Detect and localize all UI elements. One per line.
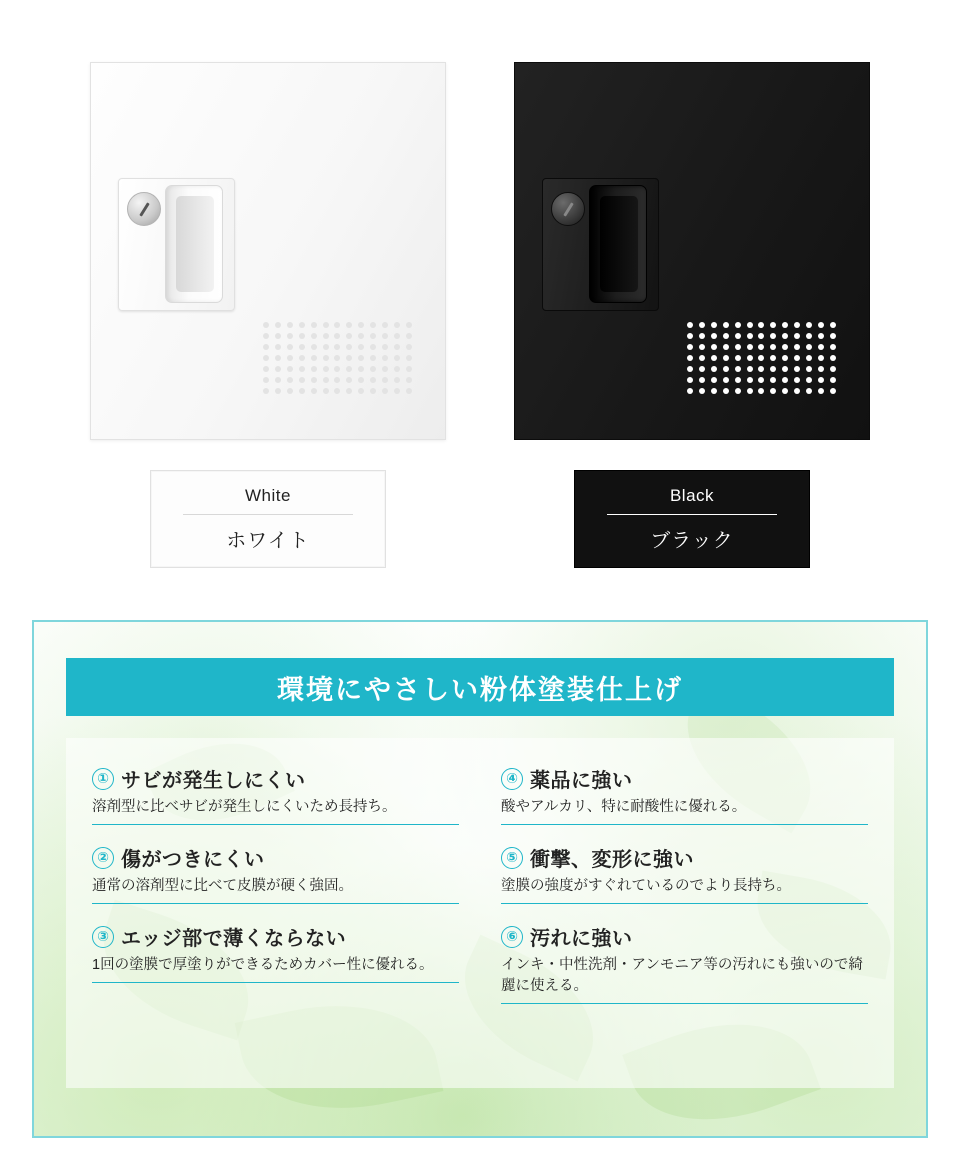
product-image-white-locker	[90, 62, 446, 440]
feature-title: サビが発生しにくい	[121, 770, 306, 792]
feature-description: 1回の塗膜で厚塗りができるためカバー性に優れる。	[92, 955, 459, 983]
key-lock-icon	[551, 192, 585, 226]
feature-heading	[501, 843, 868, 872]
feature-heading	[92, 843, 459, 872]
color-variant-black	[514, 62, 870, 568]
feature-title: 傷がつきにくい	[121, 849, 265, 872]
color-variants-section	[0, 0, 960, 568]
feature-number-badge: ③	[92, 926, 114, 948]
feature-heading	[92, 764, 459, 793]
feature-item	[92, 764, 459, 825]
locker-handle-black	[542, 178, 659, 311]
color-label-white	[150, 470, 386, 568]
feature-item	[501, 922, 868, 1004]
handle-grip	[589, 185, 647, 303]
product-image-black-locker	[514, 62, 870, 440]
color-label-ja: ブラック	[650, 529, 734, 552]
feature-number-badge: ⑤	[501, 847, 523, 869]
feature-heading	[92, 922, 459, 951]
feature-title: エッジ部で薄くならない	[121, 928, 347, 951]
color-label-en: Black	[669, 485, 715, 505]
ventilation-holes-white	[260, 319, 415, 397]
handle-grip-inner	[600, 196, 638, 292]
feature-item	[501, 764, 868, 825]
feature-item	[92, 922, 459, 1004]
locker-handle-white	[118, 178, 235, 311]
feature-number-badge: ④	[501, 768, 523, 790]
feature-heading	[501, 764, 868, 793]
feature-number-badge: ①	[92, 768, 114, 790]
feature-item	[501, 843, 868, 904]
feature-item	[92, 843, 459, 904]
coating-panel-title: 環境にやさしい粉体塗装仕上げ	[66, 658, 894, 716]
feature-heading	[501, 922, 868, 951]
feature-title: 衝撃、変形に強い	[530, 849, 694, 872]
color-label-en: White	[245, 485, 291, 505]
feature-description: 通常の溶剤型に比べて皮膜が硬く強固。	[92, 876, 459, 904]
feature-description: 溶剤型に比べサビが発生しにくいため長持ち。	[92, 797, 459, 825]
feature-description: 酸やアルカリ、特に耐酸性に優れる。	[501, 797, 868, 825]
powder-coating-panel	[32, 620, 928, 1138]
ventilation-holes-black	[684, 319, 839, 397]
feature-number-badge: ⑥	[501, 926, 523, 948]
color-label-black	[574, 470, 810, 568]
coating-feature-list	[66, 738, 894, 1088]
key-lock-icon	[127, 192, 161, 226]
feature-title: 薬品に強い	[530, 770, 633, 792]
color-variant-white	[90, 62, 446, 568]
feature-title: 汚れに強い	[530, 928, 633, 951]
color-label-ja: ホワイト	[226, 529, 310, 552]
handle-grip-inner	[176, 196, 214, 292]
handle-grip	[165, 185, 223, 303]
feature-description: 塗膜の強度がすぐれているのでより長持ち。	[501, 876, 868, 904]
feature-description: インキ・中性洗剤・アンモニア等の汚れにも強いので綺麗に使える。	[501, 955, 868, 1004]
feature-number-badge: ②	[92, 847, 114, 869]
